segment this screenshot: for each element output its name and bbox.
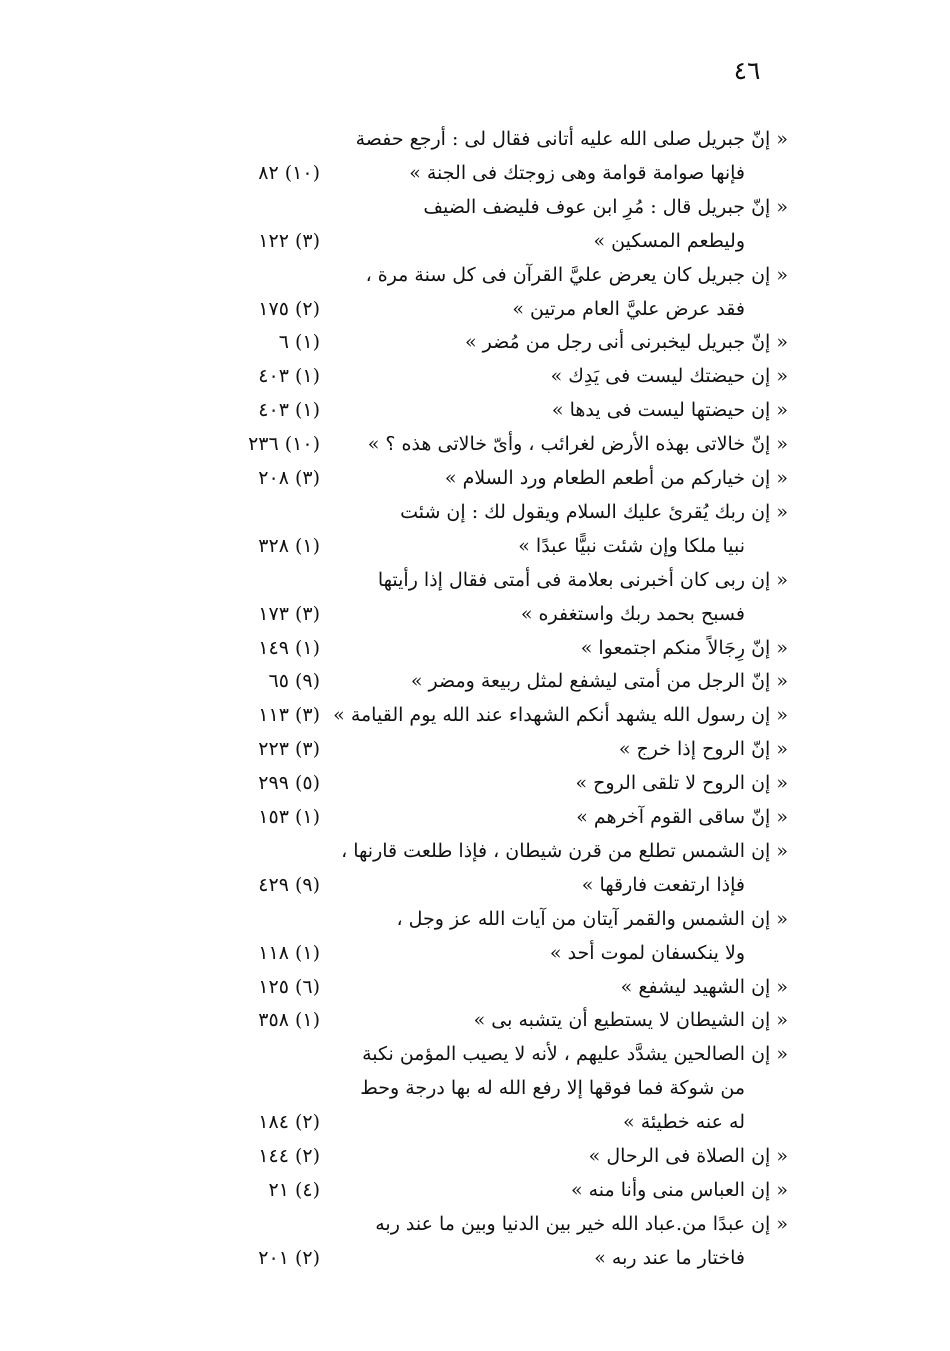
page-reference: (١) ٤٠٣ [258, 399, 320, 422]
hadith-text-continuation: ولا ينكسفان لموت أحد » [549, 941, 745, 964]
index-line [0, 903, 950, 936]
page-reference: (١) ٤٠٣ [258, 365, 320, 388]
hadith-text: « إن حيضتك ليست فى يَدِك » [550, 365, 788, 388]
index-line [0, 971, 950, 1004]
page-reference: (١٠) ٢٣٦ [248, 433, 320, 456]
index-line [0, 835, 950, 868]
hadith-text-continuation: وليطعم المسكين » [593, 229, 745, 252]
hadith-text: « إنّ الروح إذا خرج » [618, 738, 788, 761]
page-reference: (٣) ٢٢٣ [258, 738, 320, 761]
index-line [0, 1004, 950, 1037]
page-number: ٤٦ [733, 56, 761, 85]
page-reference: (٦) ١٢٥ [258, 975, 320, 998]
page-reference: (٤) ٢١ [268, 1178, 320, 1201]
hadith-text: « إن الصالحين يشدَّد عليهم ، لأنه لا يصيب المؤمن نكبة [362, 1043, 788, 1066]
index-line [0, 564, 950, 597]
hadith-text: « إنّ جبريل قال : مُرِ ابن عوف فليضف الضيف [423, 195, 788, 218]
hadith-text: « إن حيضتها ليست فى يدها » [551, 399, 788, 422]
index-line [0, 1242, 950, 1275]
page-reference: (٣) ١٧٣ [258, 602, 320, 625]
index-line [0, 259, 950, 292]
hadith-text: « إنّ الرجل من أمتى ليشفع لمثل ربيعة ومضر » [410, 670, 788, 693]
hadith-text: « إنّ جبريل ليخبرنى أنى رجل من مُضر » [464, 331, 788, 354]
index-line [0, 767, 950, 800]
index-line [0, 1038, 950, 1071]
page-reference: (٢) ١٧٥ [258, 297, 320, 320]
hadith-text: « إن الروح لا تلقى الروح » [575, 772, 788, 795]
index-line [0, 462, 950, 495]
index-line [0, 394, 950, 427]
index-line [0, 1208, 950, 1241]
hadith-text: « إنّ خالاتى بهذه الأرض لغرائب ، وأىّ خالاتى هذه ؟ » [367, 433, 788, 456]
hadith-text-continuation: فقد عرض عليَّ العام مرتين » [512, 297, 745, 320]
index-line [0, 191, 950, 224]
hadith-text: « إنّ رِجَالاً منكم اجتمعوا » [580, 636, 788, 659]
page-reference: (١) ٣٥٨ [258, 1009, 320, 1032]
hadith-text: « إن الصلاة فى الرحال » [588, 1145, 788, 1167]
hadith-text-continuation: فاختار ما عند ربه » [594, 1246, 745, 1269]
page-reference: (١) ١٥٣ [258, 806, 320, 828]
page-reference: (١٠) ٨٢ [258, 161, 320, 184]
hadith-text: « إن الشمس والقمر آيتان من آيات الله عز وجل ، [396, 907, 788, 930]
index-line [0, 869, 950, 902]
page-reference: (٩) ٤٢٩ [258, 873, 320, 896]
hadith-text: « إن رسول الله يشهد أنكم الشهداء عند الله يوم القيامة » [333, 704, 788, 727]
page-reference: (٩) ٦٥ [268, 670, 320, 693]
index-line [0, 937, 950, 970]
page-reference: (٢) ٢٠١ [258, 1246, 320, 1269]
index-line [0, 360, 950, 393]
hadith-text-continuation: فإذا ارتفعت فارقها » [581, 873, 745, 896]
hadith-text: « إن جبريل كان يعرض عليَّ القرآن فى كل سنة مرة ، [365, 263, 788, 286]
index-line [0, 699, 950, 732]
page-reference: (١) ٣٢٨ [258, 534, 320, 557]
index-line [0, 1140, 950, 1173]
hadith-text-continuation: فسبح بحمد ربك واستغفره » [520, 602, 745, 625]
index-line [0, 632, 950, 665]
index-line [0, 530, 950, 563]
page-reference: (٣) ١٢٢ [258, 229, 320, 252]
hadith-text: « إنّ جبريل صلى الله عليه أتانى فقال لى : أرجع حفصة [355, 128, 788, 150]
hadith-text-continuation: من شوكة فما فوقها إلا رفع الله له بها درجة وحط [360, 1077, 745, 1100]
index-line [0, 1106, 950, 1139]
hadith-text: « إنّ ساقى القوم آخرهم » [576, 806, 788, 828]
page-reference: (١) ١١٨ [258, 941, 320, 964]
hadith-text: « إن عبدًا من.عباد الله خير بين الدنيا وبين ما عند ربه [375, 1212, 788, 1235]
index-line [0, 428, 950, 461]
hadith-text: « إن ربك يُقرئ عليك السلام ويقول لك : إن شئت [400, 500, 788, 523]
hadith-text-continuation: نبيا ملكا وإن شئت نبيًّا عبدًا » [518, 534, 745, 557]
page-reference: (٢) ١٤٤ [258, 1145, 320, 1167]
hadith-text: « إن الشيطان لا يستطيع أن يتشبه بى » [473, 1009, 788, 1032]
page-reference: (١) ١٤٩ [258, 636, 320, 659]
index-line [0, 665, 950, 698]
index-line [0, 496, 950, 529]
page-reference: (٥) ٢٩٩ [258, 772, 320, 795]
index-line [0, 326, 950, 359]
hadith-text: « إن العباس منى وأنا منه » [570, 1178, 788, 1201]
index-line [0, 293, 950, 326]
hadith-text: « إن ربى كان أخبرنى بعلامة فى أمتى فقال إذا رأيتها [377, 568, 788, 591]
hadith-text-continuation: له عنه خطيئة » [623, 1111, 745, 1134]
page-reference: (١) ٦ [278, 331, 320, 354]
index-line [0, 801, 950, 834]
hadith-text-continuation: فإنها صوامة قوامة وهى زوجتك فى الجنة » [409, 161, 745, 184]
index-line [0, 157, 950, 190]
hadith-text: « إن خياركم من أطعم الطعام ورد السلام » [444, 467, 788, 489]
index-line [0, 1072, 950, 1105]
page-reference: (٣) ٢٠٨ [258, 467, 320, 489]
page-reference: (٢) ١٨٤ [258, 1111, 320, 1134]
index-line [0, 225, 950, 258]
hadith-text: « إن الشهيد ليشفع » [620, 975, 788, 998]
hadith-text: « إن الشمس تطلع من قرن شيطان ، فإذا طلعت قارنها ، [341, 839, 788, 862]
index-line [0, 123, 950, 156]
index-line [0, 733, 950, 766]
index-line [0, 1174, 950, 1207]
page-reference: (٣) ١١٣ [258, 704, 320, 727]
index-line [0, 598, 950, 631]
